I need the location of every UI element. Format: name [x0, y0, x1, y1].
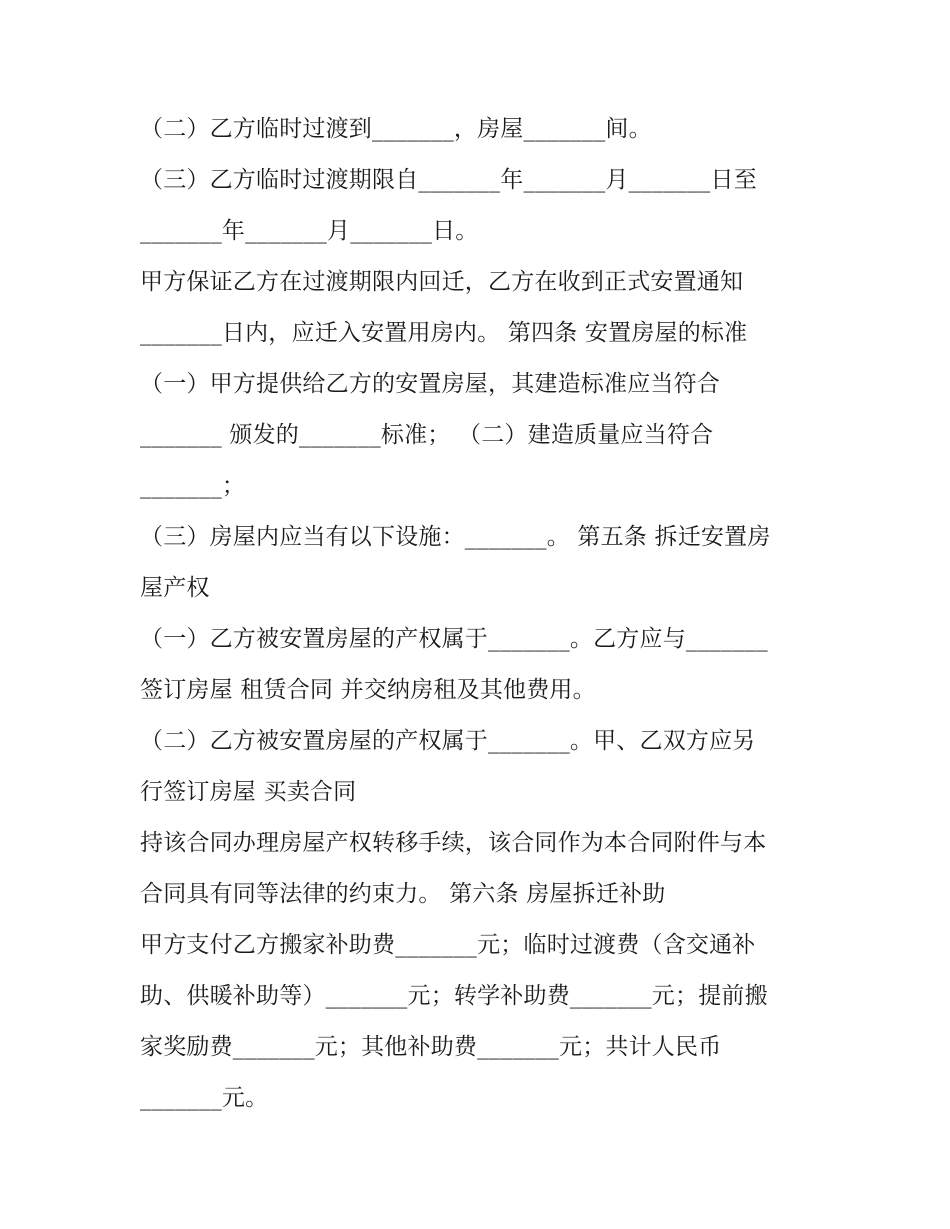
text-line: 签订房屋 租赁合同 并交纳房租及其他费用。	[140, 677, 596, 703]
text-line: 行签订房屋 买卖合同	[140, 779, 357, 805]
text-line: （二）乙方临时过渡到_______，房屋_______间。	[140, 116, 652, 142]
text-line: _______；	[140, 473, 246, 499]
text-line: 甲方支付乙方搬家补助费_______元；临时过渡费（含交通补	[140, 932, 756, 958]
text-line: 家奖励费_______元；其他补助费_______元；共计人民币	[140, 1034, 722, 1060]
text-line: （二）乙方被安置房屋的产权属于_______。甲、乙双方应另	[140, 728, 756, 754]
text-line: 助、供暖补助等）_______元；转学补助费_______元；提前搬	[140, 983, 768, 1009]
text-line: （一）甲方提供给乙方的安置房屋，其建造标准应当符合	[140, 371, 720, 397]
text-line: 合同具有同等法律的约束力。 第六条 房屋拆迁补助	[140, 881, 666, 907]
text-line: （三）乙方临时过渡期限自_______年_______月_______日至	[140, 167, 757, 193]
contract-text-block	[140, 104, 820, 1124]
text-line: _______ 颁发的_______标准； （二）建造质量应当符合	[140, 422, 714, 448]
text-line: 持该合同办理房屋产权转移手续，该合同作为本合同附件与本	[140, 830, 767, 856]
text-line: （一）乙方被安置房屋的产权属于_______。乙方应与_______	[140, 626, 768, 652]
text-line: 甲方保证乙方在过渡期限内回迁，乙方在收到正式安置通知	[140, 269, 744, 295]
text-line: _______年_______月_______日。	[140, 218, 479, 244]
text-line: （三）房屋内应当有以下设施：_______。 第五条 拆迁安置房	[140, 524, 771, 550]
text-line: _______元。	[140, 1085, 269, 1111]
text-line: _______日内，应迁入安置用房内。 第四条 安置房屋的标准	[140, 320, 748, 346]
text-line: 屋产权	[140, 575, 210, 601]
